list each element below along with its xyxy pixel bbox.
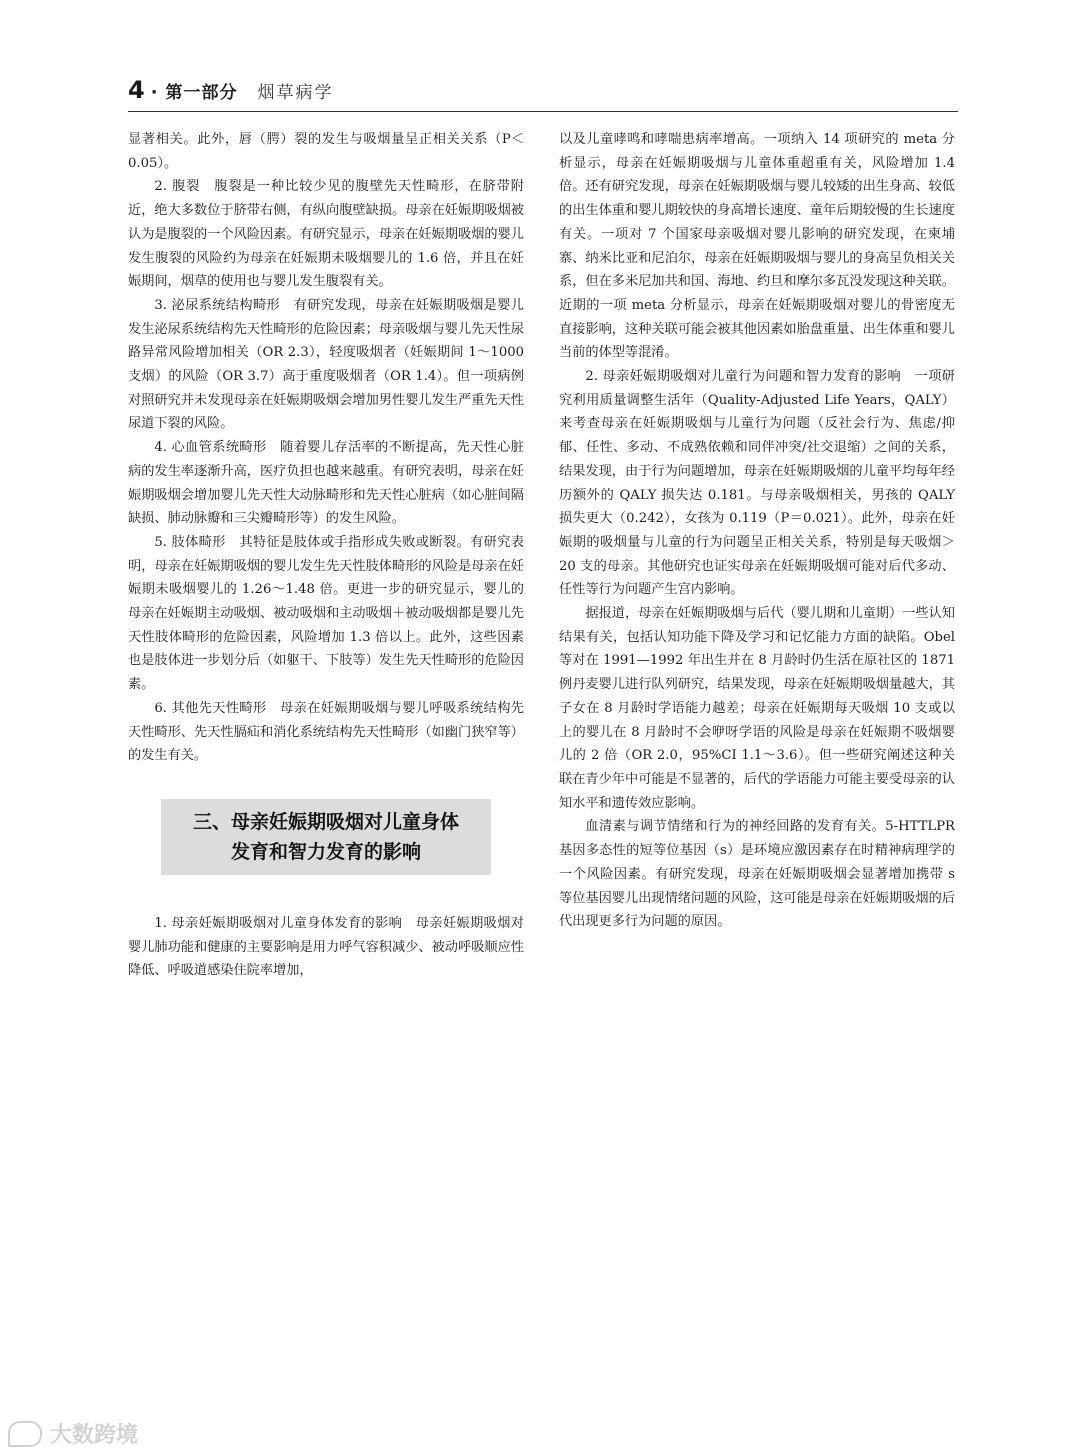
- chat-bubble-logo-icon: [8, 1421, 42, 1447]
- paragraph: 5. 肢体畸形 其特征是肢体或手指形成失败或断裂。有研究表明，母亲在妊娠期吸烟的婴儿发生先天性肢体畸形的风险是母亲在妊娠期未吸烟婴儿的 1.26～1.48 倍。更进一步的研究显示，婴儿的母亲在妊娠期主动吸烟、被动吸烟和主动吸烟＋被动吸烟都是婴儿先天性肢体畸形的危险因素，风险增加 1.3 倍以上。此外，这些因素也是肢体进一步划分后（如躯干、下肢等）发生先天性畸形的危险因素。: [128, 534, 524, 693]
- paragraph: 以及儿童哮鸣和哮喘患病率增高。一项纳入 14 项研究的 meta 分析显示，母亲在妊娠期吸烟与儿童体重超重有关，风险增加 1.4 倍。还有研究发现，母亲在妊娠期吸烟与婴儿较矮的出生身高、较低的出生体重和婴儿期较快的身高增长速度、童年后期较慢的生长速度有关。一项对 7 个国家母亲吸烟对婴儿影响的研究发现，在柬埔寨、纳米比亚和尼泊尔，母亲在妊娠期吸烟与婴儿的身高呈负相关关系，但在多米尼加共和国、海地、约旦和摩尔多瓦没发现这种关联。近期的一项 meta 分析显示，母亲在妊娠期吸烟对婴儿的骨密度无直接影响，这种关联可能会被其他因素如胎盘重量、出生体重和婴儿当前的体型等混淆。: [559, 132, 955, 361]
- watermark: [8, 1418, 138, 1449]
- section-heading-box: [128, 799, 524, 875]
- part-title: 第一部分: [165, 83, 238, 103]
- header-rule: [128, 111, 958, 112]
- paragraph: 2. 母亲妊娠期吸烟对儿童行为问题和智力发育的影响 一项研究利用质量调整生活年（Quality-Adjusted Life Years，QALY）来考查母亲在妊娠期吸烟与儿童行为问题（反社会行为、焦虑/抑郁、任性、多动、不成熟依赖和同伴冲突/社交退缩）之间的关系，结果发现，由于行为问题增加，母亲在妊娠期吸烟的儿童平均每年经历额外的 QALY 损失达 0.181。与母亲吸烟相关，男孩的 QALY 损失更大（0.242），女孩为 0.119（P＝0.021）。此外，母亲在妊娠期的吸烟量与儿童的行为问题呈正相关关系，特别是每天吸烟＞20 支的母亲。其他研究也证实母亲在妊娠期吸烟可能对后代多动、任性等行为问题产生宫内影响。: [559, 369, 955, 598]
- right-column: [559, 128, 955, 934]
- left-column: [128, 128, 524, 983]
- section-heading-line-2: 发育和智力发育的影响: [230, 840, 421, 863]
- section-heading: [161, 799, 491, 875]
- paragraph: 血清素与调节情绪和行为的神经回路的发育有关。5-HTTLPR 基因多态性的短等位基因（s）是环境应激因素存在时精神病理学的一个风险因素。有研究发现，母亲在妊娠期吸烟会显著增加携带 s 等位基因婴儿出现情绪问题的风险，这可能是母亲在妊娠期吸烟的后代出现更多行为问题的原因。: [559, 819, 955, 930]
- paragraph: 据报道，母亲在妊娠期吸烟与后代（婴儿期和儿童期）一些认知结果有关，包括认知功能下降及学习和记忆能力方面的缺陷。Obel 等对在 1991—1992 年出生并在 8 月龄时仍生活在原社区的 1871 例丹麦婴儿进行队列研究，结果发现，母亲在妊娠期吸烟量越大，其子女在 8 月龄时学语能力越差；母亲在妊娠期每天吸烟 10 支或以上的婴儿在 8 月龄时不会咿呀学语的风险是母亲在妊娠期不吸烟婴儿的 2 倍（OR 2.0，95%CI 1.1～3.6）。但一些研究阐述这种关联在青少年中可能是不显著的，后代的学语能力可能主要受母亲的认知水平和遗传效应影响。: [559, 606, 955, 811]
- paragraph: 6. 其他先天性畸形 母亲在妊娠期吸烟与婴儿呼吸系统结构先天性畸形、先天性膈疝和消化系统结构先天性畸形（如幽门狭窄等）的发生有关。: [128, 700, 524, 764]
- paragraph: 显著相关。此外，唇（腭）裂的发生与吸烟量呈正相关关系（P＜0.05）。: [128, 132, 524, 171]
- header-separator: ·: [150, 82, 158, 103]
- watermark-text: 大数跨境: [50, 1423, 139, 1448]
- paragraph: 4. 心血管系统畸形 随着婴儿存活率的不断提高，先天性心脏病的发生率逐渐升高，医疗负担也越来越重。有研究表明，母亲在妊娠期吸烟会增加婴儿先天性大动脉畸形和先天性心脏病（如心脏间隔缺损、肺动脉瓣和三尖瓣畸形等）的发生风险。: [128, 440, 524, 527]
- running-header: [128, 76, 958, 108]
- section-title: 烟草病学: [257, 83, 334, 103]
- page-number: 4: [128, 76, 145, 104]
- paragraph: 3. 泌尿系统结构畸形 有研究发现，母亲在妊娠期吸烟是婴儿发生泌尿系统结构先天性畸形的危险因素；母亲吸烟与婴儿先天性尿路异常风险增加相关（OR 2.3），轻度吸烟者（妊娠期间 1～1000 支烟）的风险（OR 3.7）高于重度吸烟者（OR 1.4）。但一项病例对照研究并未发现母亲在妊娠期吸烟会增加男性婴儿发生严重先天性尿道下裂的风险。: [128, 297, 524, 432]
- paragraph: 2. 腹裂 腹裂是一种比较少见的腹壁先天性畸形，在脐带附近，绝大多数位于脐带右侧，有纵向腹壁缺损。母亲在妊娠期吸烟被认为是腹裂的一个风险因素。有研究显示，母亲在妊娠期吸烟的婴儿发生腹裂的风险约为母亲在妊娠期未吸烟婴儿的 1.6 倍，并且在妊娠期间，烟草的使用也与婴儿发生腹裂有关。: [128, 179, 524, 290]
- paragraph: 1. 母亲妊娠期吸烟对儿童身体发育的影响 母亲妊娠期吸烟对婴儿肺功能和健康的主要影响是用力呼气容积减少、被动呼吸顺应性降低、呼吸道感染住院率增加，: [128, 915, 524, 979]
- section-heading-line-1: 三、母亲妊娠期吸烟对儿童身体: [192, 810, 459, 833]
